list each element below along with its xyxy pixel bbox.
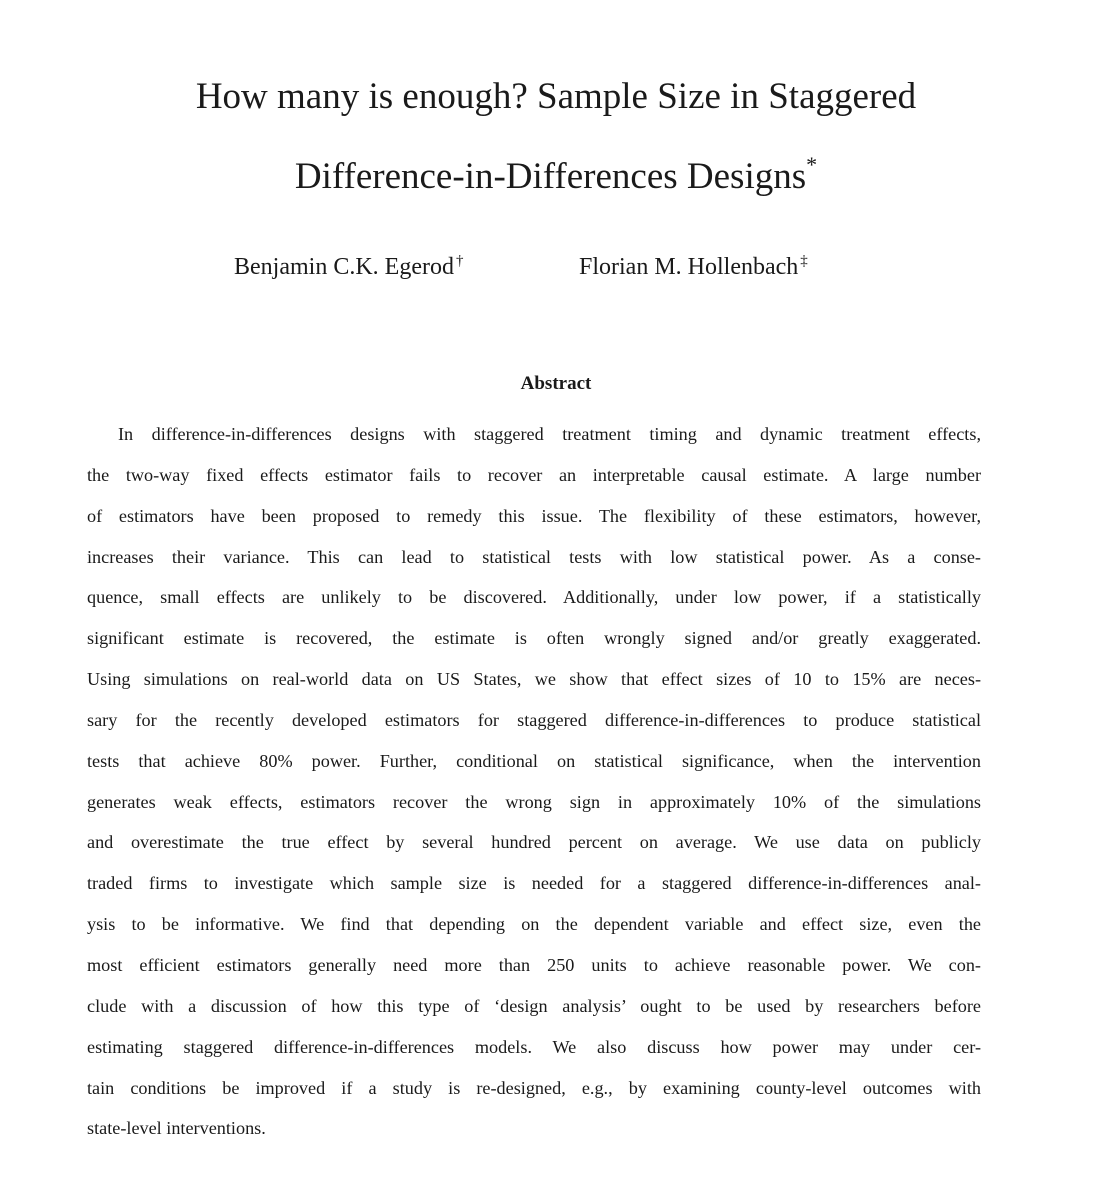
author-list <box>0 252 1112 282</box>
abstract-line: ysis to be informative. We find that depending on the dependent variable and effect size, even the <box>87 914 981 935</box>
abstract-line: of estimators have been proposed to remedy this issue. The flexibility of these estimators, however, <box>87 505 981 526</box>
abstract-line: estimating staggered difference-in-differences models. We also discuss how power may under cer- <box>87 1036 981 1057</box>
paper-title-line-2 <box>0 152 1112 197</box>
abstract-line: generates weak effects, estimators recover the wrong sign in approximately 10% of the simulations <box>87 791 981 812</box>
abstract-line: Using simulations on real-world data on US States, we show that effect sizes of 10 to 15% are neces- <box>87 669 981 690</box>
abstract-line: In difference-in-differences designs with staggered treatment timing and dynamic treatment effects, <box>118 424 981 444</box>
abstract-line: tests that achieve 80% power. Further, conditional on statistical significance, when the intervention <box>87 750 981 771</box>
abstract-line: significant estimate is recovered, the estimate is often wrongly signed and/or greatly exaggerated. <box>87 628 981 649</box>
title-line-1-text: How many is enough? Sample Size in Staggered <box>195 76 917 117</box>
title-footnote-mark: * <box>806 152 818 177</box>
abstract-line: most efficient estimators generally need more than 250 units to achieve reasonable power. We con- <box>87 954 981 975</box>
abstract-line: tain conditions be improved if a study is re-designed, e.g., by examining county-level outcomes with <box>87 1077 981 1098</box>
abstract-line: increases their variance. This can lead to statistical tests with low statistical power. As a conse- <box>87 546 981 567</box>
author-hollenbach <box>579 252 808 282</box>
author-egerod <box>234 252 463 282</box>
paper-title-line-1 <box>0 78 1112 115</box>
abstract-body <box>87 424 981 1159</box>
abstract-line: sary for the recently developed estimators for staggered difference-in-differences to produce statistical <box>87 709 981 730</box>
abstract-line: quence, small effects are unlikely to be discovered. Additionally, under low power, if a statistically <box>87 587 981 608</box>
author-name: Benjamin C.K. Egerod <box>234 254 454 280</box>
title-line-2-text: Difference-in-Differences Designs <box>294 156 807 197</box>
author-footnote-mark: † <box>455 253 464 269</box>
abstract-line: clude with a discussion of how this type of ‘design analysis’ ought to be used by researchers before <box>87 995 981 1016</box>
abstract-line: and overestimate the true effect by several hundred percent on average. We use data on publicly <box>87 832 981 853</box>
author-footnote-mark: ‡ <box>800 253 808 269</box>
author-name: Florian M. Hollenbach <box>579 254 799 280</box>
abstract-heading: Abstract <box>520 373 592 394</box>
abstract-line: state-level interventions. <box>87 1118 266 1139</box>
abstract-line: the two-way fixed effects estimator fails to recover an interpretable causal estimate. A large number <box>87 464 981 485</box>
abstract-line: traded firms to investigate which sample size is needed for a staggered difference-in-differences anal- <box>87 873 981 894</box>
